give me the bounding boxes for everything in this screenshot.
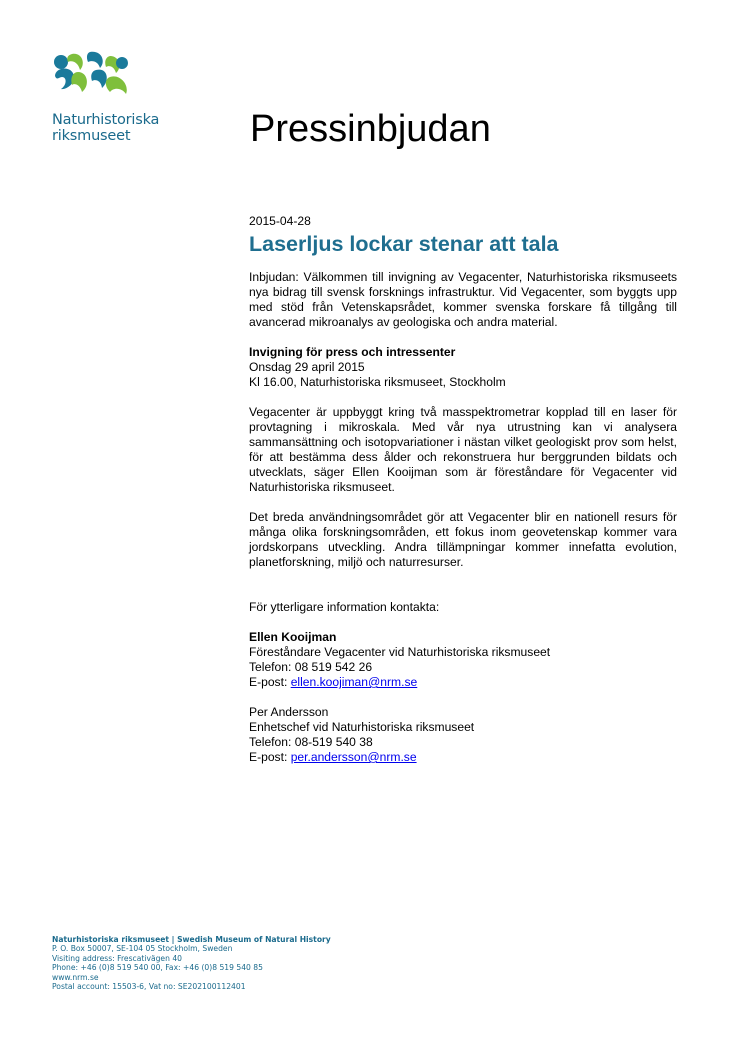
document-type-title: Pressinbjudan — [250, 108, 491, 150]
press-release-body — [249, 214, 677, 765]
contact-email-line — [249, 675, 677, 690]
contact-role: Enhetschef vid Naturhistoriska riksmuseet — [249, 720, 475, 734]
museum-name-line-1: Naturhistoriska — [52, 112, 160, 128]
footer-phone-fax: Phone: +46 (0)8 519 540 00, Fax: +46 (0)8 519 540 85 — [52, 963, 263, 973]
contact-role: Föreståndare Vegacenter vid Naturhistoriska riksmuseet — [249, 645, 551, 659]
logo-shape — [91, 70, 107, 88]
logo-shape — [106, 76, 127, 94]
intro-paragraph: Inbjudan: Välkommen till invigning av Vegacenter, Naturhistoriska riksmuseets nya bidrag till svensk forsknings infrastruktur. Vid Vegacenter, som byggts upp med stöd från Vetenskapsrådet, kommer svenska forskare få tillgång till avancerad mikroanalys av geologiska och andra material. — [249, 270, 677, 329]
body-paragraph-1: Vegacenter är uppbyggt kring två masspektrometrar kopplad till en laser för provtagning i mikroskala. Med vår nya utrustning kan vi analysera sammansättning och isotopvariationer i nästan vilket geologiskt prov som helst, för att bestämma dess ålder och rekonstruera hur berggrunden bildats och utvecklats, säger Ellen Kooijman som är föreståndare för Vegacenter vid Naturhistoriska riksmuseet. — [249, 405, 677, 494]
event-time-place: Kl 16.00, Naturhistoriska riksmuseet, Stockholm — [249, 375, 506, 389]
logo-shape — [67, 54, 83, 70]
email-label: E-post: — [249, 750, 291, 764]
contact-phone: Telefon: 08-519 540 38 — [249, 735, 373, 749]
contact-phone: Telefon: 08 519 542 26 — [249, 660, 373, 674]
museum-name-line-2: riksmuseet — [52, 128, 131, 144]
museum-logo — [52, 50, 132, 108]
email-link[interactable]: ellen.koojiman@nrm.se — [290, 675, 418, 689]
email-link[interactable]: per.andersson@nrm.se — [290, 750, 417, 764]
contact-name: Per Andersson — [249, 705, 329, 719]
release-date: 2015-04-28 — [249, 214, 311, 228]
contact-email-line — [249, 750, 677, 765]
body-paragraph-2: Det breda användningsområdet gör att Vegacenter blir en nationell resurs för många olika forskningsområden, ett fokus inom geovetenskap kommer vara jordskorpans utveckling. Andra tillämpningar kommer innefatta evolution, planetforskning, miljö och naturresurser. — [249, 510, 677, 569]
contact-intro: För ytterligare information kontakta: — [249, 600, 440, 614]
email-label: E-post: — [249, 675, 291, 689]
logo-shape — [116, 57, 128, 69]
footer-postal-account: Postal account: 15503-6, Vat no: SE202100112401 — [52, 982, 246, 992]
contact-name: Ellen Kooijman — [249, 630, 337, 644]
contact-block — [249, 705, 677, 765]
event-title: Invigning för press och intressenter — [249, 345, 456, 359]
logo-shape — [54, 55, 68, 69]
logo-shape — [87, 52, 103, 68]
footer-website: www.nrm.se — [52, 972, 99, 982]
headline: Laserljus lockar stenar att tala — [249, 232, 559, 256]
museum-name — [52, 112, 159, 144]
footer-org-name: Naturhistoriska riksmuseet | Swedish Museum of Natural History — [52, 935, 331, 944]
logo-shape — [71, 72, 87, 92]
footer — [52, 935, 331, 991]
logo-shape — [55, 68, 74, 89]
footer-visiting-address: Visiting address: Frescativägen 40 — [52, 953, 182, 963]
footer-postal-address: P. O. Box 50007, SE-104 05 Stockholm, Sweden — [52, 944, 233, 954]
contact-block — [249, 630, 677, 690]
event-date: Onsdag 29 april 2015 — [249, 360, 365, 374]
